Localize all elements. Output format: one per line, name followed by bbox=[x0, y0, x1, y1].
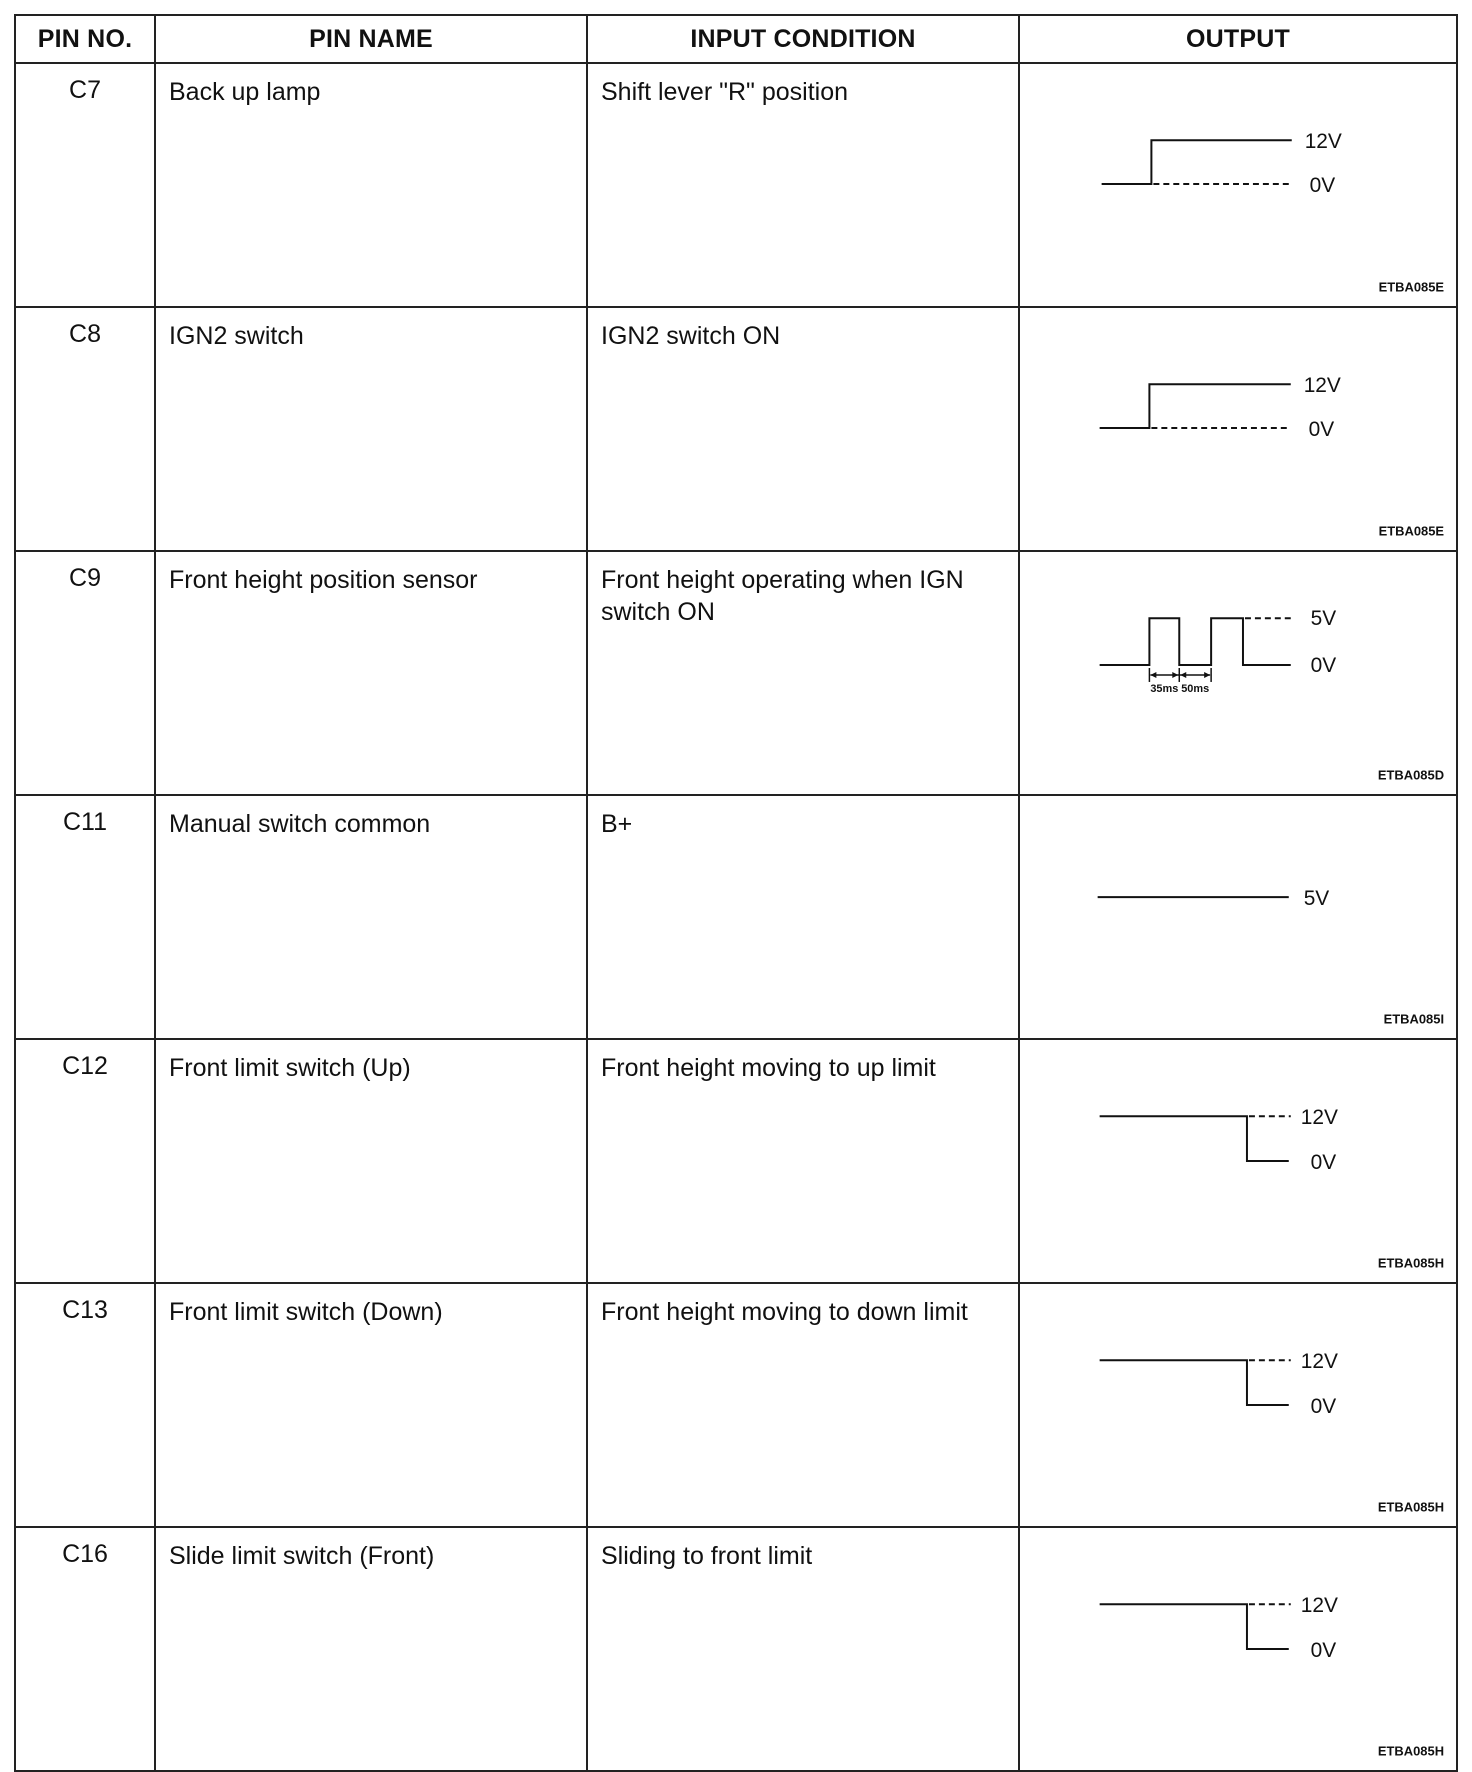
step-down-waveform bbox=[1020, 1528, 1456, 1770]
voltage-label: 5V bbox=[1303, 887, 1330, 911]
input-condition: Front height moving to up limit bbox=[587, 1039, 1019, 1283]
header-output: OUTPUT bbox=[1019, 15, 1457, 63]
constant-waveform bbox=[1020, 796, 1456, 1038]
signal-line bbox=[1100, 618, 1291, 665]
figure-code: ETBA085D bbox=[1377, 767, 1445, 783]
input-condition: Front height moving to down limit bbox=[587, 1283, 1019, 1527]
low-voltage-label: 0V bbox=[1309, 173, 1336, 197]
step-up-waveform bbox=[1020, 64, 1456, 306]
signal-line bbox=[1102, 140, 1292, 184]
low-voltage-label: 0V bbox=[1308, 417, 1335, 441]
high-voltage-label: 5V bbox=[1310, 607, 1337, 631]
header-pin-no: PIN NO. bbox=[15, 15, 155, 63]
input-condition: Shift lever "R" position bbox=[587, 63, 1019, 307]
table-row bbox=[15, 1527, 1457, 1771]
signal-line bbox=[1100, 384, 1291, 428]
figure-code: ETBA085H bbox=[1377, 1499, 1445, 1515]
pin-table bbox=[14, 14, 1458, 1772]
arrow-head bbox=[1172, 672, 1178, 678]
pulse-waveform bbox=[1020, 552, 1456, 794]
pin-number: C16 bbox=[15, 1527, 155, 1771]
input-condition: Front height operating when IGN switch ON bbox=[587, 551, 1019, 795]
table-row bbox=[15, 1283, 1457, 1527]
high-voltage-label: 12V bbox=[1303, 374, 1341, 398]
header-pin-name: PIN NAME bbox=[155, 15, 587, 63]
pin-name: Manual switch common bbox=[155, 795, 587, 1039]
figure-code: ETBA085E bbox=[1378, 279, 1445, 295]
table-row bbox=[15, 1039, 1457, 1283]
pin-table-sheet bbox=[14, 14, 1456, 1759]
table-row bbox=[15, 795, 1457, 1039]
pin-number: C7 bbox=[15, 63, 155, 307]
pin-number: C12 bbox=[15, 1039, 155, 1283]
arrow-head bbox=[1150, 672, 1156, 678]
output-cell bbox=[1019, 551, 1457, 795]
header-input-condition: INPUT CONDITION bbox=[587, 15, 1019, 63]
high-voltage-label: 12V bbox=[1304, 130, 1342, 154]
header-row bbox=[15, 15, 1457, 63]
step-down-waveform bbox=[1020, 1284, 1456, 1526]
signal-line bbox=[1100, 1604, 1289, 1649]
output-cell bbox=[1019, 1283, 1457, 1527]
signal-line bbox=[1100, 1116, 1289, 1161]
step-up-waveform bbox=[1020, 308, 1456, 550]
output-cell bbox=[1019, 307, 1457, 551]
arrow-head bbox=[1180, 672, 1186, 678]
input-condition: B+ bbox=[587, 795, 1019, 1039]
signal-line bbox=[1100, 1360, 1289, 1405]
table-row bbox=[15, 63, 1457, 307]
pin-name: Front limit switch (Up) bbox=[155, 1039, 587, 1283]
figure-code: ETBA085H bbox=[1377, 1743, 1445, 1759]
low-voltage-label: 0V bbox=[1310, 1638, 1337, 1662]
output-cell bbox=[1019, 1527, 1457, 1771]
figure-code: ETBA085I bbox=[1383, 1011, 1445, 1027]
arrow-head bbox=[1204, 672, 1210, 678]
output-cell bbox=[1019, 795, 1457, 1039]
figure-code: ETBA085E bbox=[1378, 523, 1445, 539]
pin-number: C11 bbox=[15, 795, 155, 1039]
pin-name: Slide limit switch (Front) bbox=[155, 1527, 587, 1771]
period-35ms-label: 35ms bbox=[1150, 682, 1179, 695]
low-voltage-label: 0V bbox=[1310, 1394, 1337, 1418]
step-down-waveform bbox=[1020, 1040, 1456, 1282]
pin-name: Front limit switch (Down) bbox=[155, 1283, 587, 1527]
high-voltage-label: 12V bbox=[1300, 1106, 1338, 1130]
pin-number: C8 bbox=[15, 307, 155, 551]
table-row bbox=[15, 307, 1457, 551]
pin-name: Back up lamp bbox=[155, 63, 587, 307]
low-voltage-label: 0V bbox=[1310, 654, 1337, 678]
input-condition: Sliding to front limit bbox=[587, 1527, 1019, 1771]
pin-name: IGN2 switch bbox=[155, 307, 587, 551]
pin-number: C9 bbox=[15, 551, 155, 795]
high-voltage-label: 12V bbox=[1300, 1350, 1338, 1374]
figure-code: ETBA085H bbox=[1377, 1255, 1445, 1271]
table-row bbox=[15, 551, 1457, 795]
input-condition: IGN2 switch ON bbox=[587, 307, 1019, 551]
pin-number: C13 bbox=[15, 1283, 155, 1527]
high-voltage-label: 12V bbox=[1300, 1594, 1338, 1618]
low-voltage-label: 0V bbox=[1310, 1150, 1337, 1174]
output-cell bbox=[1019, 63, 1457, 307]
period-50ms-label: 50ms bbox=[1181, 682, 1210, 695]
pin-name: Front height position sensor bbox=[155, 551, 587, 795]
output-cell bbox=[1019, 1039, 1457, 1283]
